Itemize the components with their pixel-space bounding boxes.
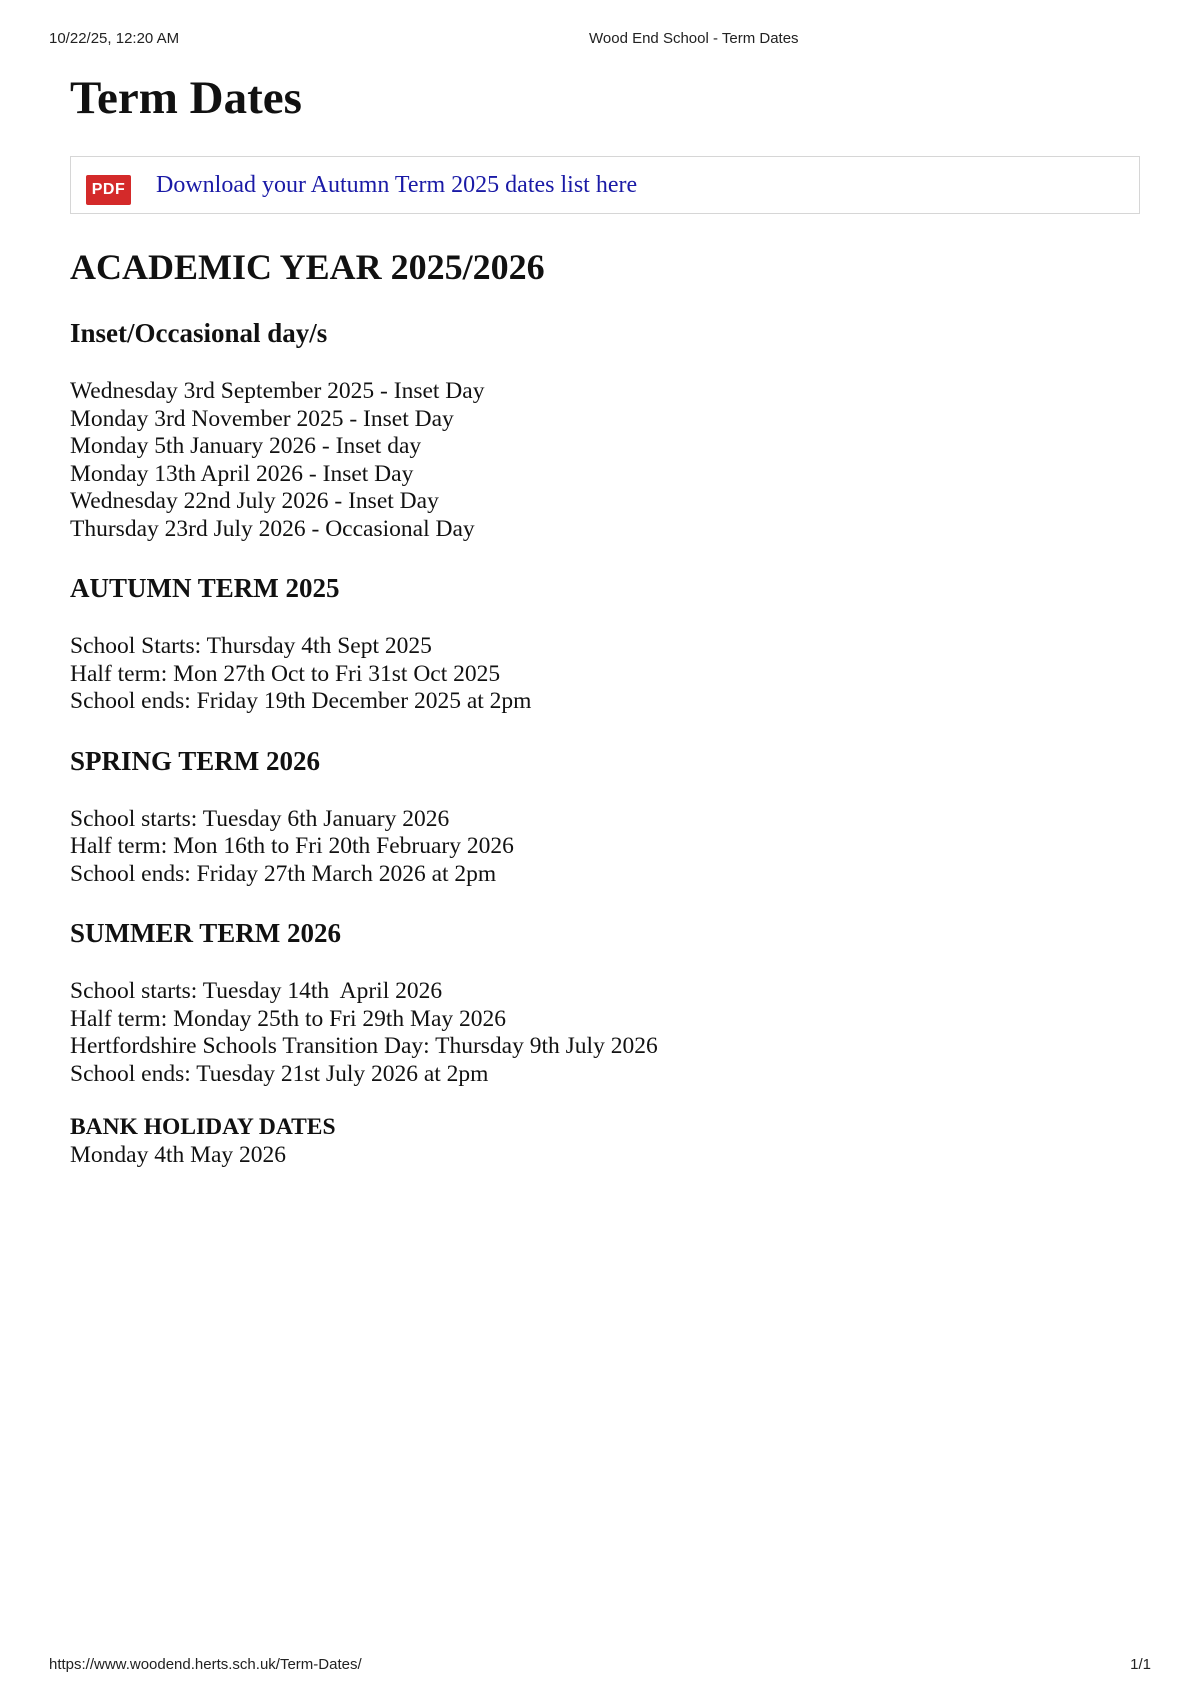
date-line: School ends: Tuesday 21st July 2026 at 2pm <box>70 1060 489 1087</box>
print-header <box>49 30 1151 50</box>
section-heading: SPRING TERM 2026 <box>70 745 321 776</box>
section-autumn-term <box>70 571 1140 716</box>
pdf-file-icon[interactable]: PDF <box>86 175 131 205</box>
section-lines <box>70 633 1140 716</box>
bank-holiday-heading: BANK HOLIDAY DATES <box>70 1114 336 1140</box>
date-line: Wednesday 3rd September 2025 - Inset Day <box>70 378 485 404</box>
page-content <box>70 66 1140 1169</box>
section-heading: SUMMER TERM 2026 <box>70 918 342 948</box>
date-line: Monday 5th January 2026 - Inset day <box>70 433 422 459</box>
section-heading: AUTUMN TERM 2025 <box>70 573 340 603</box>
section-lines <box>70 378 1140 543</box>
date-line: Monday 13th April 2026 - Inset Day <box>70 460 414 487</box>
date-line: Monday 3rd November 2025 - Inset Day <box>70 405 454 432</box>
section-bank-holiday <box>70 1114 1140 1169</box>
print-footer <box>49 1656 1151 1676</box>
date-line: School starts: Tuesday 14th April 2026 <box>70 978 443 1004</box>
date-line: Monday 4th May 2026 <box>70 1141 287 1168</box>
date-line: Wednesday 22nd July 2026 - Inset Day <box>70 488 439 514</box>
date-line: School starts: Tuesday 6th January 2026 <box>70 805 450 832</box>
date-line: Half term: Monday 25th to Fri 29th May 2026 <box>70 1005 507 1032</box>
page-title: Term Dates <box>70 72 302 124</box>
section-spring-term <box>70 744 1140 889</box>
date-line: School Starts: Thursday 4th Sept 2025 <box>70 633 432 659</box>
section-summer-term <box>70 916 1140 1088</box>
print-url: https://www.woodend.herts.sch.uk/Term-Dates/ <box>49 1656 362 1673</box>
date-line: Thursday 23rd July 2026 - Occasional Day <box>70 515 475 542</box>
date-line: School ends: Friday 27th March 2026 at 2pm <box>70 860 497 887</box>
date-line: Hertfordshire Schools Transition Day: Thursday 9th July 2026 <box>70 1033 658 1059</box>
section-heading: Inset/Occasional day/s <box>70 318 328 348</box>
section-lines <box>70 806 1140 889</box>
download-pdf-link[interactable]: Download your Autumn Term 2025 dates list here <box>156 172 638 198</box>
print-datetime: 10/22/25, 12:20 AM <box>49 30 180 47</box>
academic-year-heading: ACADEMIC YEAR 2025/2026 <box>70 247 545 287</box>
download-box <box>70 156 1140 214</box>
print-page-number: 1/1 <box>1130 1656 1151 1673</box>
date-line: Half term: Mon 16th to Fri 20th February 2026 <box>70 833 514 859</box>
date-line: School ends: Friday 19th December 2025 at 2pm <box>70 688 532 714</box>
date-line: Half term: Mon 27th Oct to Fri 31st Oct 2025 <box>70 660 501 687</box>
section-lines <box>70 978 1140 1088</box>
section-inset-days <box>70 316 1140 543</box>
print-doc-title: Wood End School - Term Dates <box>589 30 799 47</box>
